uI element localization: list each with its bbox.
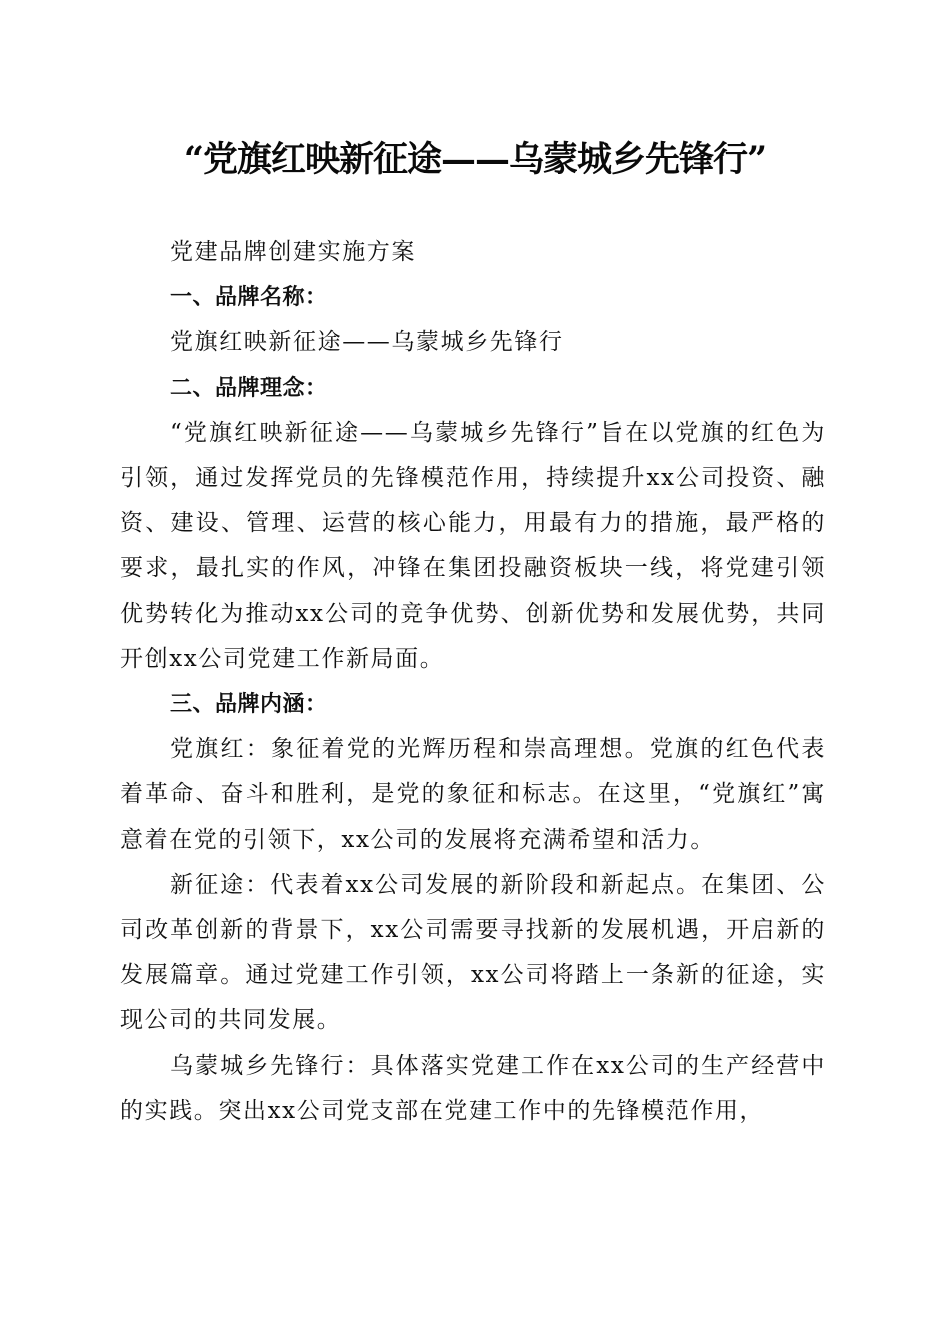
brand-concept-paragraph: “党旗红映新征途——乌蒙城乡先锋行”旨在以党旗的红色为引领，通过发挥党员的先锋模范作用，持续提升xx公司投资、融资、建设、管理、运营的核心能力，用最有力的措施，最严格的要求，最扎实的作风，冲锋在集团投融资板块一线，将党建引领优势转化为推动xx公司的竞争优势、创新优势和发展优势，共同开创xx公司党建工作新局面。 [120,419,826,672]
connotation-paragraph-wumeng-pioneer: 乌蒙城乡先锋行：具体落实党建工作在xx公司的生产经营中的实践。突出xx公司党支部在党建工作中的先锋模范作用， [120,1052,826,1124]
document-title: “党旗红映新征途——乌蒙城乡先锋行” [183,139,767,180]
connotation-paragraph-new-journey: 新征途：代表着xx公司发展的新阶段和新起点。在集团、公司改革创新的背景下，xx公司需要寻找新的发展机遇，开启新的发展篇章。通过党建工作引领，xx公司将踏上一条新的征途，实现公司的共同发展。 [120,871,826,1034]
connotation-paragraph-party-flag-red: 党旗红：象征着党的光辉历程和崇高理想。党旗的红色代表着革命、奋斗和胜利，是党的象征和标志。在这里，“党旗红”寓意着在党的引领下，xx公司的发展将充满希望和活力。 [120,736,826,853]
section-heading-brand-connotation: 三、品牌内涵： [170,692,328,718]
section-heading-brand-name: 一、品牌名称： [170,285,328,311]
document-subtitle: 党建品牌创建实施方案 [170,239,416,265]
document-body [120,230,826,1134]
brand-name-text: 党旗红映新征途——乌蒙城乡先锋行 [170,329,564,356]
section-heading-brand-concept: 二、品牌理念： [170,375,328,401]
